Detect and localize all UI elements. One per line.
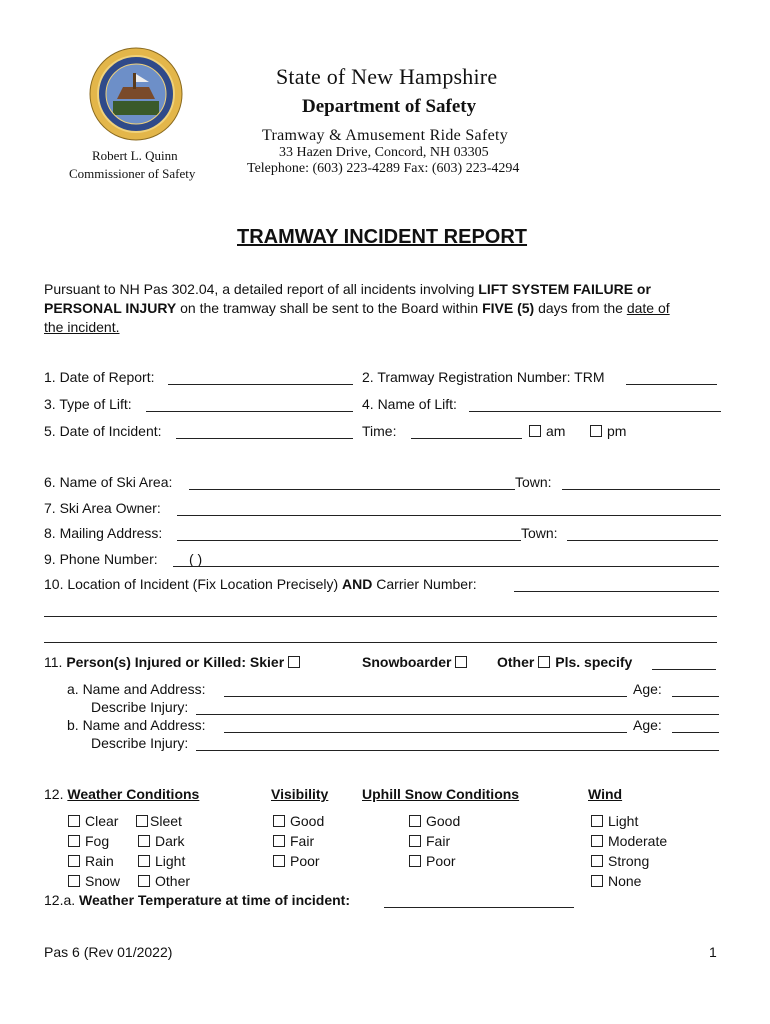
phone-label: 9. Phone Number: xyxy=(44,551,158,567)
person-a-name-label: a. Name and Address: xyxy=(67,681,206,697)
checkbox[interactable] xyxy=(138,835,150,847)
wind-option-none[interactable] xyxy=(591,873,641,889)
pm-option[interactable] xyxy=(590,423,626,439)
checkbox[interactable] xyxy=(591,855,603,867)
snow-option-poor[interactable] xyxy=(409,853,456,869)
date-of-incident-field[interactable] xyxy=(176,438,353,439)
registration-label: 2. Tramway Registration Number: TRM xyxy=(362,369,605,385)
name-of-lift-label: 4. Name of Lift: xyxy=(362,396,457,412)
temperature-text: Weather Temperature at time of incident: xyxy=(79,892,351,908)
intro-line-3: the incident. xyxy=(44,319,120,335)
option-label: Clear xyxy=(85,813,119,829)
person-a-age-field[interactable] xyxy=(672,696,719,697)
weather-num: 12. xyxy=(44,786,68,802)
temperature-label xyxy=(44,892,350,908)
date-of-incident-label: 5. Date of Incident: xyxy=(44,423,162,439)
mailing-field[interactable] xyxy=(177,540,521,541)
weather-option-other[interactable] xyxy=(138,873,190,889)
option-label: Other xyxy=(155,873,191,889)
checkbox[interactable] xyxy=(409,815,421,827)
registration-field[interactable] xyxy=(626,384,717,385)
checkbox[interactable] xyxy=(68,855,80,867)
checkbox[interactable] xyxy=(591,875,603,887)
persons-num: 11. xyxy=(44,654,67,670)
ski-area-town-field[interactable] xyxy=(562,489,720,490)
snowboarder-option[interactable] xyxy=(362,654,472,670)
option-label: Rain xyxy=(85,853,114,869)
mailing-town-label: Town: xyxy=(521,525,558,541)
option-label: Dark xyxy=(155,833,185,849)
temperature-field[interactable] xyxy=(384,907,574,908)
option-label: Fair xyxy=(290,833,315,849)
option-label: Sleet xyxy=(150,813,182,829)
location-text: 10. Location of Incident (Fix Location Precisely) xyxy=(44,576,343,592)
option-label: Fog xyxy=(85,833,110,849)
intro-bold-3: FIVE (5) xyxy=(482,300,535,316)
office-address: 33 Hazen Drive, Concord, NH 03305 xyxy=(279,145,489,160)
wind-option-moderate[interactable] xyxy=(591,833,667,849)
visibility-option-fair[interactable] xyxy=(273,833,314,849)
department-name: Department of Safety xyxy=(302,96,477,117)
am-checkbox[interactable] xyxy=(529,425,541,437)
page-number: 1 xyxy=(709,944,717,960)
intro-text-3: days from the xyxy=(534,300,627,316)
checkbox[interactable] xyxy=(409,855,421,867)
visibility-heading: Visibility xyxy=(271,786,329,802)
temperature-num: 12.a. xyxy=(44,892,80,908)
weather-label: Weather Conditions xyxy=(67,786,200,802)
intro-bold-1: LIFT SYSTEM FAILURE or xyxy=(478,281,651,297)
name-of-lift-field[interactable] xyxy=(469,411,721,412)
carrier-field[interactable] xyxy=(514,591,719,592)
state-name: State of New Hampshire xyxy=(276,64,498,89)
other-option[interactable] xyxy=(497,654,632,670)
visibility-option-poor[interactable] xyxy=(273,853,320,869)
option-label: Fair xyxy=(426,833,451,849)
checkbox[interactable] xyxy=(273,815,285,827)
person-a-age-label: Age: xyxy=(633,681,662,697)
type-of-lift-field[interactable] xyxy=(146,411,353,412)
checkbox[interactable] xyxy=(591,815,603,827)
weather-option-light[interactable] xyxy=(138,853,185,869)
intro-text-2: on the tramway shall be sent to the Board within xyxy=(176,300,483,316)
time-field[interactable] xyxy=(411,438,522,439)
ski-area-town-label: Town: xyxy=(515,474,552,490)
date-of-report-label: 1. Date of Report: xyxy=(44,369,155,385)
person-b-injury-field[interactable] xyxy=(196,750,719,751)
checkbox[interactable] xyxy=(68,835,80,847)
form-id: Pas 6 (Rev 01/2022) xyxy=(44,944,173,960)
person-a-injury-field[interactable] xyxy=(196,714,719,715)
persons-heading xyxy=(44,654,305,670)
checkbox[interactable] xyxy=(273,835,285,847)
checkbox[interactable] xyxy=(273,855,285,867)
am-label: am xyxy=(546,423,566,439)
option-label: Light xyxy=(155,853,186,869)
checkbox[interactable] xyxy=(68,875,80,887)
option-label: Moderate xyxy=(608,833,668,849)
weather-option-sleet[interactable] xyxy=(136,813,182,829)
intro-text-1: Pursuant to NH Pas 302.04, a detailed report of all incidents involving xyxy=(44,281,479,297)
specify-label: Pls. specify xyxy=(555,654,633,670)
snowboarder-label: Snowboarder xyxy=(362,654,452,670)
option-label: Poor xyxy=(290,853,320,869)
weather-option-rain[interactable] xyxy=(68,853,114,869)
wind-option-strong[interactable] xyxy=(591,853,649,869)
weather-option-snow[interactable] xyxy=(68,873,120,889)
person-a-injury-label: Describe Injury: xyxy=(91,699,189,715)
option-label: Good xyxy=(290,813,325,829)
visibility-option-good[interactable] xyxy=(273,813,324,829)
location-carrier: Carrier Number: xyxy=(372,576,477,592)
checkbox[interactable] xyxy=(409,835,421,847)
intro-line-2 xyxy=(44,300,670,316)
person-b-name-label: b. Name and Address: xyxy=(67,717,206,733)
ski-area-label: 6. Name of Ski Area: xyxy=(44,474,173,490)
commissioner-title: Commissioner of Safety xyxy=(69,166,196,181)
option-label: Poor xyxy=(426,853,456,869)
owner-field[interactable] xyxy=(177,515,721,516)
location-field-line-1[interactable] xyxy=(44,616,717,617)
pm-checkbox[interactable] xyxy=(590,425,602,437)
commissioner-name: Robert L. Quinn xyxy=(92,148,178,163)
snow-option-fair[interactable] xyxy=(409,833,450,849)
option-label: None xyxy=(608,873,642,889)
weather-heading xyxy=(44,786,199,802)
mailing-label: 8. Mailing Address: xyxy=(44,525,163,541)
persons-label: Person(s) Injured or Killed: Skier xyxy=(66,654,285,670)
option-label: Strong xyxy=(608,853,650,869)
page-title: TRAMWAY INCIDENT REPORT xyxy=(237,226,528,248)
phone-area-code: ( ) xyxy=(189,551,203,567)
snow-heading: Uphill Snow Conditions xyxy=(362,786,520,802)
phone-field[interactable] xyxy=(173,566,719,567)
specify-field[interactable] xyxy=(652,669,716,670)
intro-underline-1: date of xyxy=(626,300,670,316)
intro-line-1 xyxy=(44,281,651,297)
pm-label: pm xyxy=(607,423,627,439)
snowboarder-checkbox[interactable] xyxy=(455,656,467,668)
location-field-line-2[interactable] xyxy=(44,642,717,643)
person-b-age-field[interactable] xyxy=(672,732,719,733)
time-label: Time: xyxy=(362,423,397,439)
intro-bold-2: PERSONAL INJURY xyxy=(44,300,177,316)
location-and: AND xyxy=(342,576,373,592)
seal-graphic xyxy=(89,47,183,141)
checkbox[interactable] xyxy=(136,815,148,827)
ski-area-field[interactable] xyxy=(189,489,515,490)
type-of-lift-label: 3. Type of Lift: xyxy=(44,396,132,412)
weather-option-clear[interactable] xyxy=(68,813,118,829)
person-b-name-field[interactable] xyxy=(224,732,627,733)
person-b-injury-label: Describe Injury: xyxy=(91,735,189,751)
person-b-age-label: Age: xyxy=(633,717,662,733)
weather-option-fog[interactable] xyxy=(68,833,109,849)
checkbox[interactable] xyxy=(138,875,150,887)
other-checkbox[interactable] xyxy=(538,656,550,668)
mailing-town-field[interactable] xyxy=(567,540,718,541)
location-label xyxy=(44,576,477,592)
checkbox[interactable] xyxy=(591,835,603,847)
option-label: Good xyxy=(426,813,461,829)
skier-checkbox[interactable] xyxy=(288,656,300,668)
option-label: Snow xyxy=(85,873,121,889)
division-name: Tramway & Amusement Ride Safety xyxy=(262,127,509,144)
other-label: Other xyxy=(497,654,535,670)
owner-label: 7. Ski Area Owner: xyxy=(44,500,161,516)
snow-option-good[interactable] xyxy=(409,813,460,829)
wind-heading: Wind xyxy=(588,786,623,802)
am-option[interactable] xyxy=(529,423,565,439)
checkbox[interactable] xyxy=(138,855,150,867)
weather-option-dark[interactable] xyxy=(138,833,185,849)
wind-option-light[interactable] xyxy=(591,813,638,829)
office-phone: Telephone: (603) 223-4289 Fax: (603) 223-4294 xyxy=(247,161,520,176)
date-of-report-field[interactable] xyxy=(168,384,353,385)
person-a-name-field[interactable] xyxy=(224,696,627,697)
option-label: Light xyxy=(608,813,639,829)
checkbox[interactable] xyxy=(68,815,80,827)
state-seal xyxy=(89,47,183,141)
